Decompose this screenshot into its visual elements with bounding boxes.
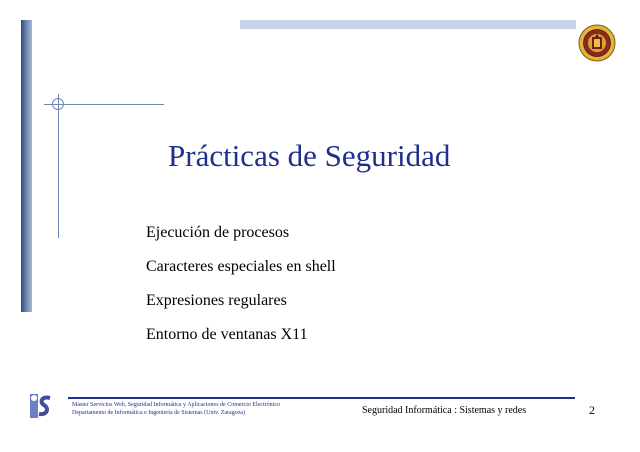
top-accent-band (240, 20, 576, 29)
footer-institution (72, 401, 280, 417)
topic-item: Ejecución de procesos (146, 224, 290, 241)
page-number: 2 (589, 403, 595, 417)
slide-title-text: Prácticas de Seguridad (168, 138, 451, 173)
topic-list (146, 223, 336, 359)
decorative-vertical-line (58, 94, 59, 238)
left-accent-bar (21, 20, 32, 312)
crosshair-icon (52, 98, 64, 110)
topic-item: Entorno de ventanas X11 (146, 326, 308, 343)
topic-item: Caracteres especiales en shell (146, 258, 336, 275)
footer-line-2: Departamento de Informática e Ingeniería de Sistemas (Univ. Zaragoza) (72, 410, 246, 416)
footer-line-1: Master Servicios Web, Seguridad Informática y Aplicaciones de Comercio Electrónico (72, 402, 281, 408)
footer-divider (68, 397, 575, 399)
university-seal-icon (578, 24, 616, 62)
is-logo-icon (28, 392, 54, 420)
topic-item: Expresiones regulares (146, 292, 287, 309)
footer-course-title: Seguridad Informática : Sistemas y redes (362, 405, 527, 416)
